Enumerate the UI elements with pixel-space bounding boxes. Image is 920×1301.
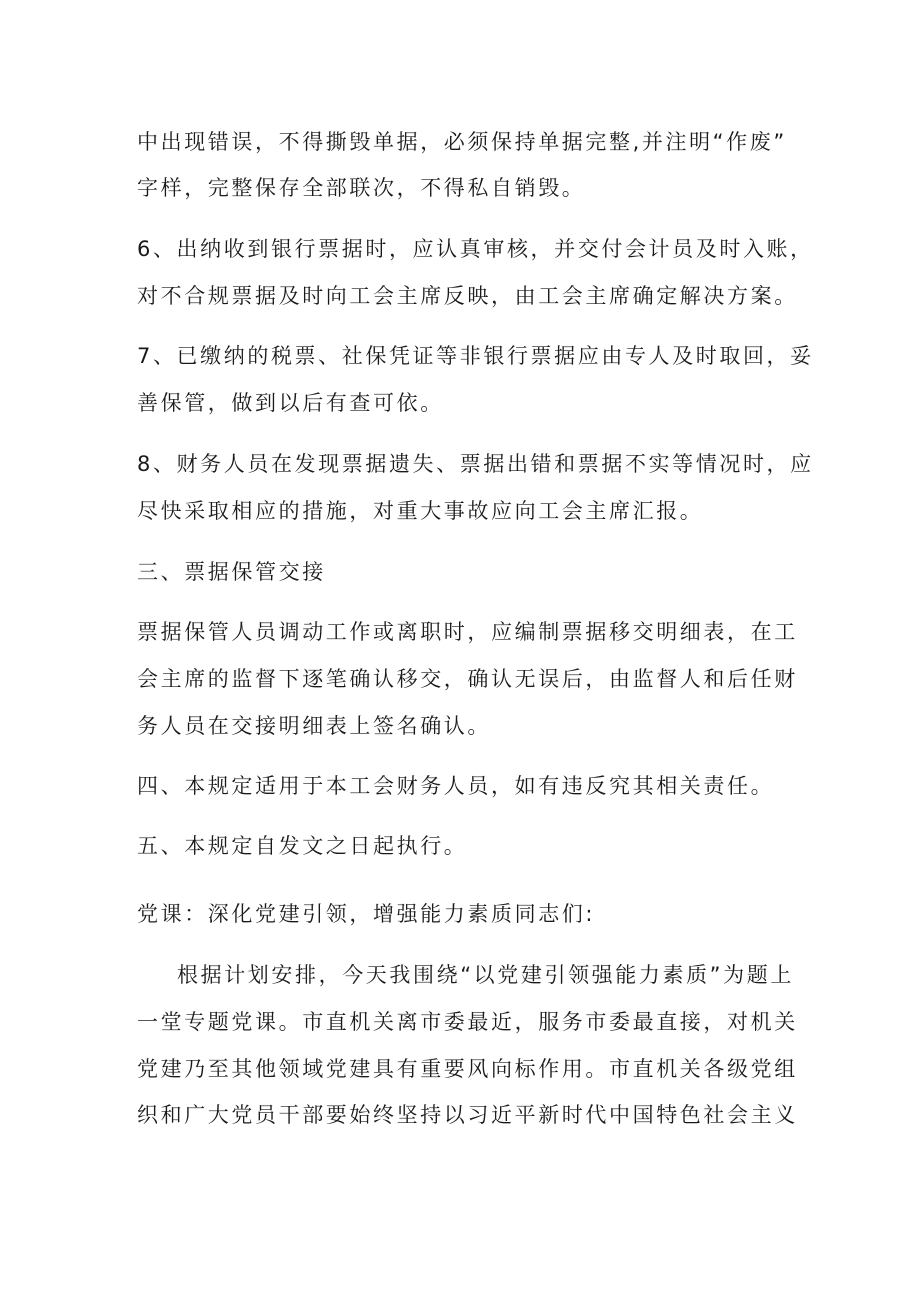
text-line: 字样，完整保存全部联次，不得私自销毁。 [137, 176, 586, 200]
text-line: 尽快采取相应的措施，对重大事故应向工会主席汇报。 [137, 499, 704, 523]
text-line: 党建乃至其他领域党建具有重要风向标作用。市直机关各级党组 [137, 1057, 798, 1081]
text-line: 票据保管人员调动工作或离职时，应编制票据移交明细表，在工 [137, 620, 798, 644]
text-line: 8、财务人员在发现票据遗失、票据出错和票据不实等情况时，应 [137, 452, 814, 476]
text-line: 务人员在交接明细表上签名确认。 [137, 714, 491, 738]
text-line: 6、出纳收到银行票据时，应认真审核，并交付会计员及时入账， [137, 237, 814, 261]
text-line: 中出现错误，不得撕毁单据，必须保持单据完整,并注明“作废” [137, 130, 787, 154]
section-heading: 五、本规定自发文之日起执行。 [137, 834, 468, 858]
text-line: 对不合规票据及时向工会主席反映，由工会主席确定解决方案。 [137, 284, 798, 308]
text-line: 一堂专题党课。市直机关离市委最近，服务市委最直接，对机关 [137, 1010, 798, 1034]
section-heading: 四、本规定适用于本工会财务人员，如有违反究其相关责任。 [137, 774, 775, 798]
text-line: 根据计划安排，今天我围绕“以党建引领强能力素质”为题上 [177, 963, 794, 987]
section-heading: 三、票据保管交接 [137, 560, 326, 584]
text-line: 善保管，做到以后有查可依。 [137, 391, 444, 415]
text-line: 织和广大党员干部要始终坚持以习近平新时代中国特色社会主义 [137, 1103, 798, 1127]
text-line: 7、已缴纳的税票、社保凭证等非银行票据应由专人及时取回，妥 [137, 344, 814, 368]
text-line: 会主席的监督下逐笔确认移交，确认无误后，由监督人和后任财 [137, 667, 798, 691]
article-title: 党课：深化党建引领，增强能力素质同志们: [137, 902, 596, 926]
